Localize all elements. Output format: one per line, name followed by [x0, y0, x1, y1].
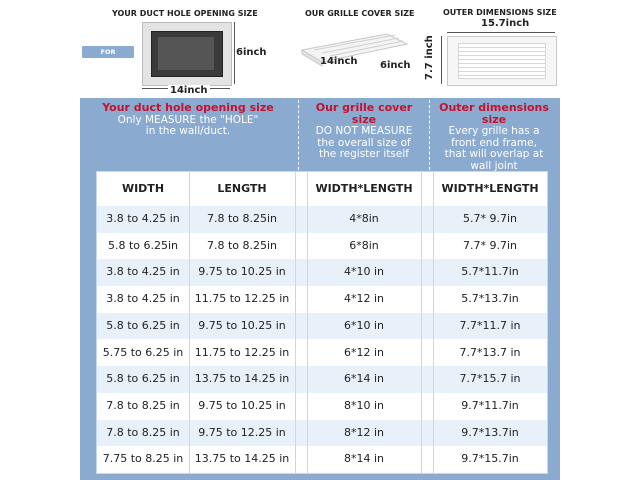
cell-width: 7.8 to 8.25 in: [106, 398, 180, 412]
duct-column-line2: in the wall/duct.: [145, 125, 231, 137]
outer-column-line2: front end frame,: [451, 136, 537, 149]
cell-length: 9.75 to 10.25 in: [198, 398, 286, 412]
table-row: [97, 206, 547, 233]
outer-height-label: 7.7 inch: [424, 35, 435, 80]
duct-column-title: Your duct hole opening size: [102, 101, 274, 114]
col-divider: [307, 172, 308, 473]
outer-grille-image: [447, 36, 557, 86]
cell-grille: 6*10 in: [343, 318, 385, 332]
outer-column-line4: wall joint: [470, 159, 518, 172]
cell-outer: 5.7*13.7in: [461, 292, 519, 306]
cell-length: 13.75 to 14.25 in: [194, 372, 290, 386]
col-divider: [295, 172, 296, 473]
duct-hole-frame: [142, 22, 232, 86]
table-row: [97, 446, 547, 473]
cell-grille: 8*12 in: [343, 425, 385, 439]
cell-outer: 5.7* 9.7in: [462, 212, 517, 225]
outer-column-title: Outer dimensions size: [439, 101, 549, 126]
cell-length: 7.8 to 8.25in: [206, 238, 278, 252]
duct-hole-opening: [151, 31, 223, 77]
cell-length: 9.75 to 12.25 in: [198, 425, 286, 439]
outer-width-arrow: [447, 32, 555, 33]
outer-column-heading: [432, 102, 556, 172]
cell-outer: 7.7* 9.7in: [462, 238, 517, 252]
duct-hole-title: YOUR DUCT HOLE OPENING SIZE: [112, 9, 258, 18]
header-outer-size: WIDTH*LENGTH: [441, 182, 539, 195]
cell-width: 3.8 to 4.25 in: [106, 292, 180, 306]
grille-width-label: 14inch: [320, 56, 358, 67]
col-divider: [433, 172, 434, 473]
cell-outer: 7.7*15.7 in: [459, 372, 521, 386]
outer-height-arrow: [441, 36, 442, 84]
duct-column-line1: Only MEASURE the "HOLE": [117, 113, 259, 126]
table-row: [97, 340, 547, 367]
grille-column-line3: the register itself: [319, 148, 409, 160]
cell-grille: 4*10 in: [343, 265, 385, 279]
cell-outer: 9.7*13.7in: [461, 425, 519, 439]
grille-cover-title: OUR GRILLE COVER SIZE: [305, 9, 415, 18]
grille-column-line2: the overall size of: [317, 136, 411, 149]
duct-height-arrow: [234, 22, 235, 84]
cell-grille: 6*8in: [349, 238, 379, 252]
for-example-label: FOR EXAMPLE:: [82, 46, 134, 58]
outer-width-label: 15.7inch: [481, 18, 530, 29]
cell-width: 3.8 to 4.25 in: [106, 212, 180, 225]
table-row: [97, 393, 547, 420]
cell-length: 9.75 to 10.25 in: [198, 318, 286, 332]
cell-length: 7.8 to 8.25in: [206, 212, 278, 225]
table-row: [97, 233, 547, 260]
cell-outer: 7.7*11.7 in: [459, 318, 521, 332]
table-row: [97, 313, 547, 340]
cell-grille: 6*12 in: [343, 345, 385, 359]
cell-width: 7.75 to 8.25 in: [102, 452, 184, 466]
cell-length: 13.75 to 14.25 in: [194, 452, 290, 466]
divider-2: [429, 100, 430, 170]
divider-1: [298, 100, 299, 170]
cell-length: 11.75 to 12.25 in: [194, 292, 290, 306]
cell-width: 5.8 to 6.25in: [107, 238, 179, 252]
cell-grille: 4*8in: [349, 212, 379, 225]
table-row: [97, 286, 547, 313]
header-length: LENGTH: [217, 182, 267, 195]
table-row: [97, 259, 547, 286]
cell-outer: 9.7*11.7in: [461, 398, 519, 412]
duct-width-label: 14inch: [170, 85, 208, 96]
cell-width: 5.75 to 6.25 in: [102, 345, 184, 359]
grille-column-heading: [306, 102, 422, 161]
cell-length: 9.75 to 10.25 in: [198, 265, 286, 279]
cell-length: 11.75 to 12.25 in: [194, 345, 290, 359]
cell-grille: 4*12 in: [343, 292, 385, 306]
grille-column-title: Our grille cover size: [315, 101, 413, 126]
header-grille-size: WIDTH*LENGTH: [315, 182, 413, 195]
header-width: WIDTH: [121, 182, 165, 195]
cell-grille: 8*14 in: [343, 452, 385, 466]
duct-height-label: 6inch: [236, 47, 267, 58]
cell-width: 5.8 to 6.25 in: [106, 318, 180, 332]
outer-column-line3: that will overlap at: [444, 148, 544, 160]
outer-dimensions-title: OUTER DIMENSIONS SIZE: [443, 8, 557, 17]
table-row: [97, 366, 547, 393]
table-header-row: [97, 172, 547, 207]
cell-width: 3.8 to 4.25 in: [106, 265, 180, 279]
cell-outer: 7.7*13.7 in: [459, 345, 521, 359]
cell-outer: 5.7*11.7in: [461, 265, 519, 279]
cell-width: 5.8 to 6.25 in: [106, 372, 180, 386]
col-divider: [189, 172, 190, 473]
table-row: [97, 420, 547, 447]
cell-grille: 8*10 in: [343, 398, 385, 412]
grille-height-label: 6inch: [380, 60, 411, 71]
cell-outer: 9.7*15.7in: [461, 452, 519, 466]
grille-column-line1: DO NOT MEASURE: [315, 125, 413, 137]
size-table: [96, 171, 548, 474]
col-divider: [421, 172, 422, 473]
duct-column-heading: [88, 102, 288, 138]
cell-width: 7.8 to 8.25 in: [106, 425, 180, 439]
outer-column-line1: Every grille has a: [448, 125, 540, 137]
cell-grille: 6*14 in: [343, 372, 385, 386]
